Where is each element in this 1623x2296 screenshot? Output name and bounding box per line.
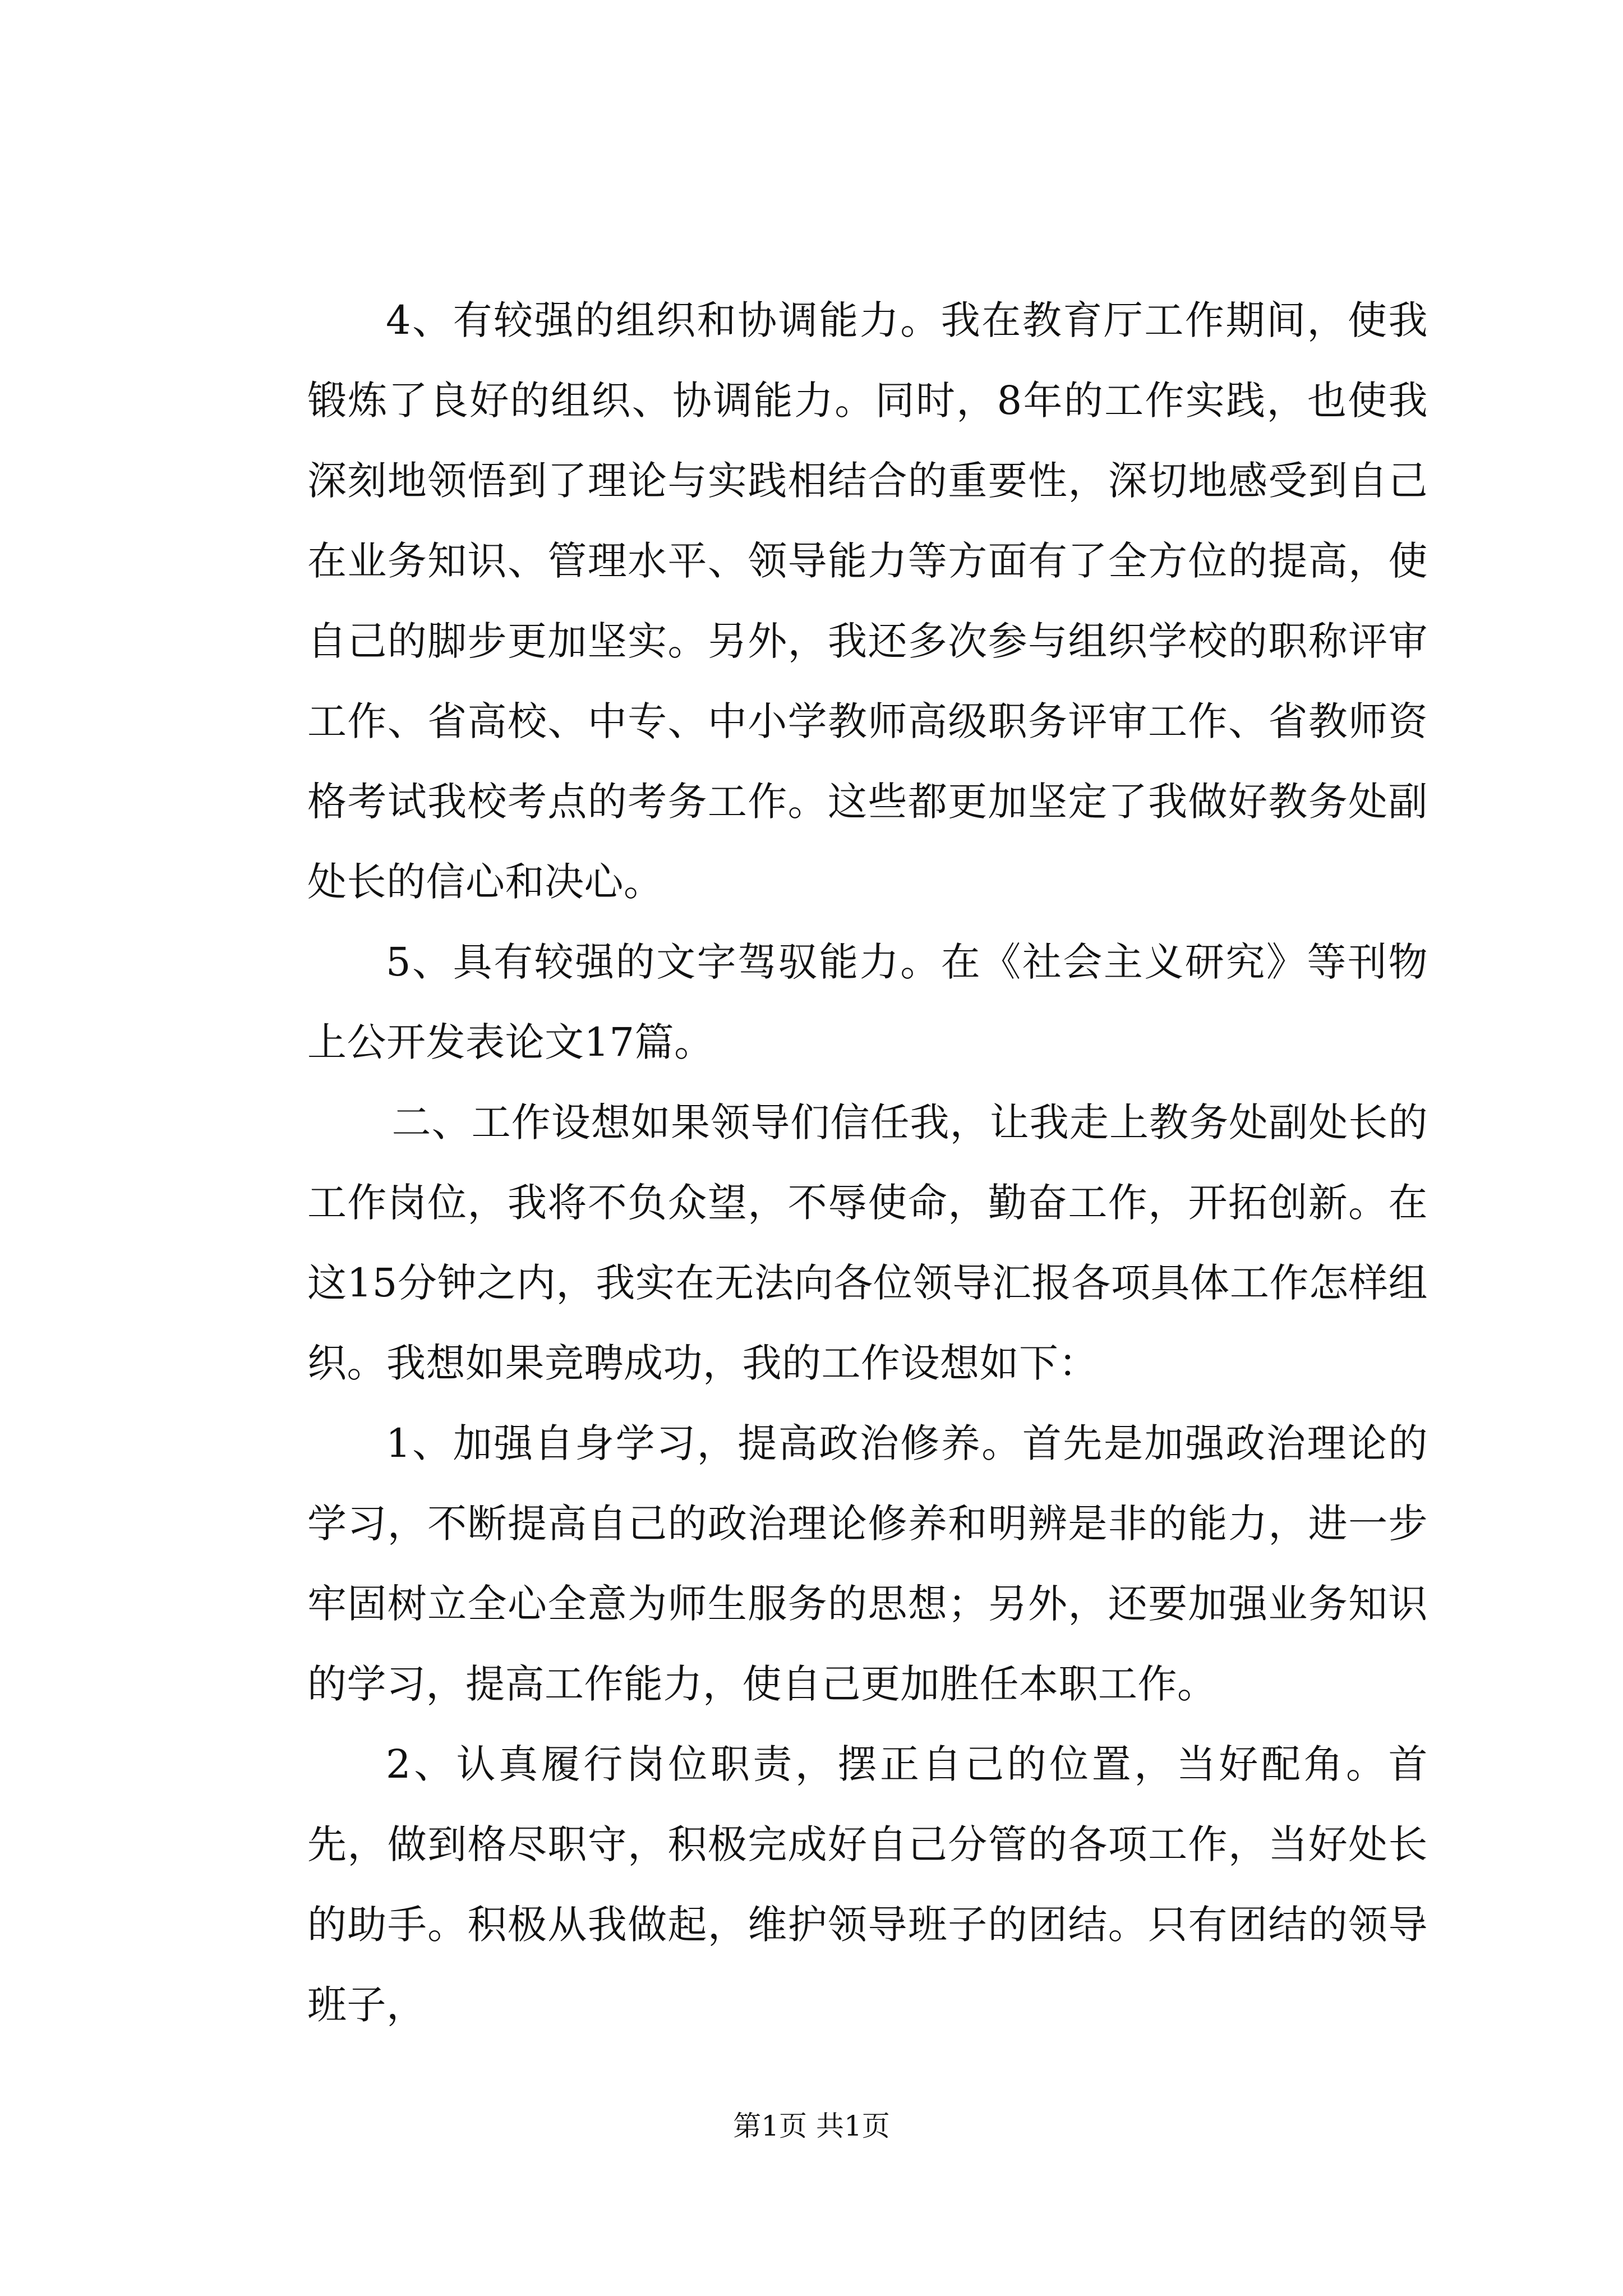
paragraph-organization-ability: 4、有较强的组织和协调能力。我在教育厅工作期间，使我锻炼了良好的组织、协调能力。同时，8年的工作实践，也使我深刻地领悟到了理论与实践相结合的重要性，深切地感受到自己在业务知识、管理水平、领导能力等方面有了全方位的提高，使自己的脚步更加坚实。另外，我还多次参与组织学校的职称评审工作、省高校、中专、中小学教师高级职务评审工作、省教师资格考试我校考点的考务工作。这些都更加坚定了我做好教务处副处长的信心和决心。 (307, 297, 1428, 905)
paragraph-work-plan-intro: 二、工作设想如果领导们信任我，让我走上教务处副处长的工作岗位，我将不负众望，不辱使命，勤奋工作，开拓创新。在这15分钟之内，我实在无法向各位领导汇报各项具体工作怎样组织。我想如果竞聘成功，我的工作设想如下： (307, 1099, 1428, 1386)
document-body (307, 280, 1428, 2045)
paragraph-job-duties: 2、认真履行岗位职责，摆正自己的位置，当好配角。首先，做到格尽职守，积极完成好自己分管的各项工作，当好处长的助手。积极从我做起，维护领导班子的团结。只有团结的领导班子， (307, 1741, 1428, 2028)
paragraph-self-study: 1、加强自身学习，提高政治修养。首先是加强政治理论的学习，不断提高自己的政治理论修养和明辨是非的能力，进一步牢固树立全心全意为师生服务的思想；另外，还要加强业务知识的学习，提高工作能力，使自己更加胜任本职工作。 (307, 1420, 1428, 1707)
paragraph-writing-ability: 5、具有较强的文字驾驭能力。在《社会主义研究》等刊物上公开发表论文17篇。 (307, 939, 1428, 1065)
page-number-footer: 第1页 共1页 (733, 2110, 890, 2142)
